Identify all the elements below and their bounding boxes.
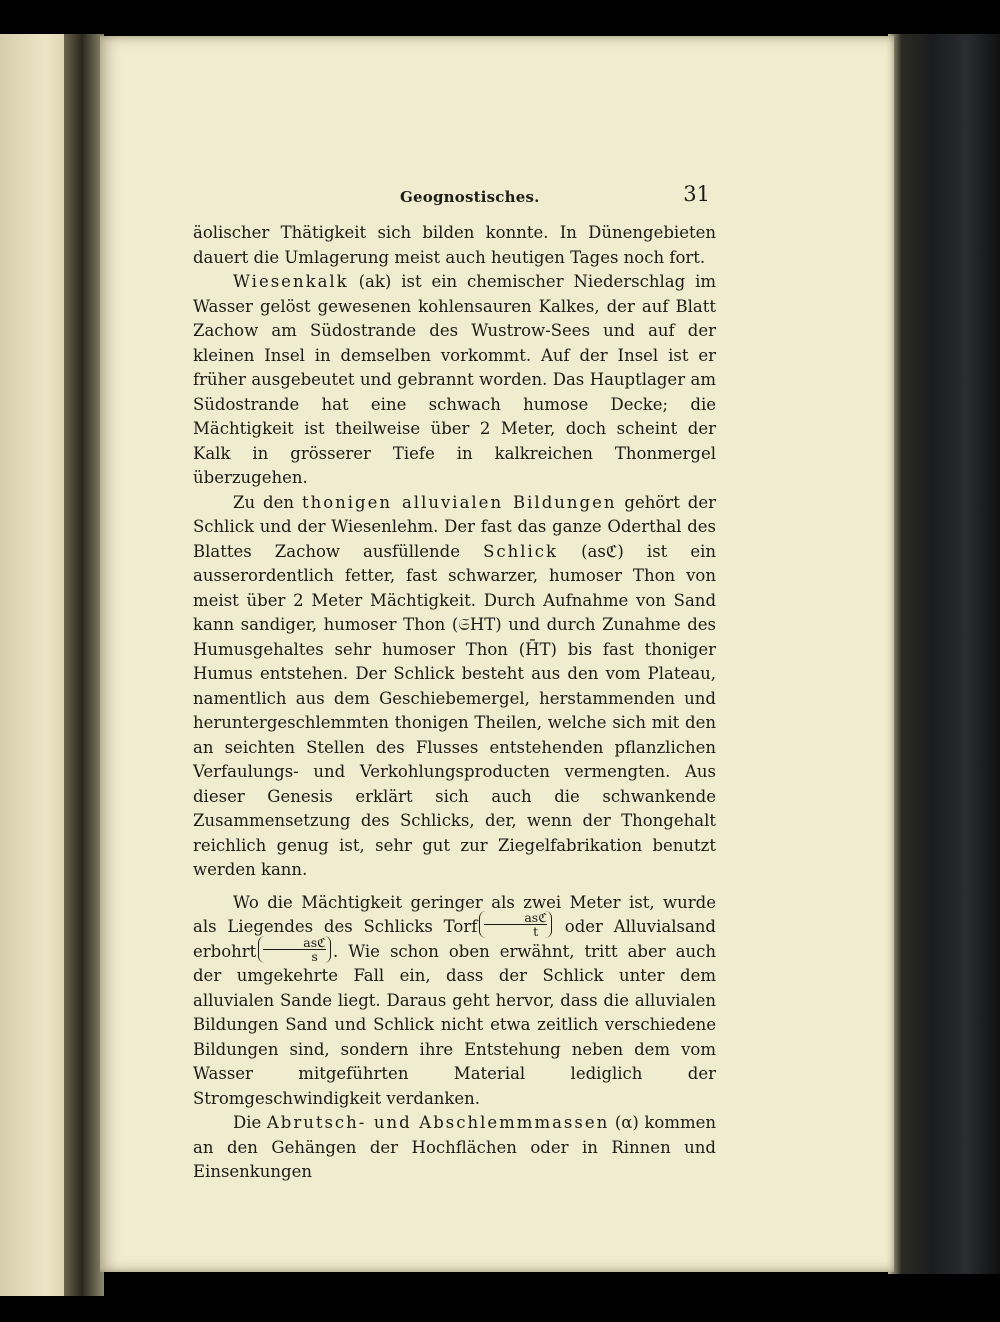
- paragraph-3-mid: gehört der Schlick und der Wiesenlehm. Der fast das ganze Oderthal des Blattes Zachow ausfüllende: [193, 492, 716, 561]
- paragraph-2-text: (ak) ist ein chemischer Niederschlag im Wasser gelöst gewesenen kohlensauren Kalkes, der auf Blatt Zachow am Südostrande des Wustrow-Sees und auf der kleinen Insel in demselben vorkommt. Auf der Insel ist er früher ausgebeutet und gebrannt worden. Das Hauptlager am Südostrande hat eine schwach humose Decke; die Mächtigkeit ist theilweise über 2 Meter, doch scheint der Kalk in grösserer Tiefe in kalkreichen Thonmergel überzugehen.: [193, 272, 716, 487]
- book-gutter: [64, 34, 104, 1296]
- paragraph-4: [193, 891, 716, 1112]
- running-head: Geognostisches.: [400, 188, 540, 206]
- body-text: [193, 221, 716, 1185]
- paragraph-5-text: (α) kommen an den Gehängen der Hochflächen oder in Rinnen und Einsenkungen: [193, 1113, 717, 1181]
- term-wiesenkalk: Wiesenkalk: [233, 272, 349, 291]
- fraction-sand-numerator: asℭ: [263, 936, 326, 950]
- paragraph-5-lead: Die: [233, 1113, 262, 1132]
- paragraph-1: äolischer Thätigkeit sich bilden konnte. In Dünengebieten dauert die Umlagerung meist auch heutigen Tages noch fort.: [193, 223, 716, 267]
- term-thonige-bildungen: thonigen alluvialen Bildungen: [301, 492, 617, 512]
- fraction-torf: [479, 911, 552, 938]
- paragraph-4-a: Wo die Mächtigkeit geringer als zwei Meter ist, wurde als Liegendes des Schlicks Torf: [193, 892, 716, 936]
- paragraph-2: [193, 270, 716, 491]
- paragraph-5: [193, 1111, 716, 1185]
- paragraph-3: [193, 491, 716, 883]
- fraction-sand: [258, 936, 331, 963]
- paragraph-4-b: oder Alluvialsand erbohrt: [193, 917, 716, 961]
- fraction-torf-numerator: asℭ: [484, 911, 547, 925]
- fraction-sand-denominator: s: [311, 948, 318, 964]
- paragraph-3-lead: Zu den: [233, 492, 294, 512]
- fraction-torf-denominator: t: [533, 924, 539, 939]
- paragraph-3-text: (asℭ) ist ein ausserordentlich fetter, fast schwarzer, humoser Thon von meist über 2 Meter Mächtigkeit. Durch Aufnahme von Sand kann sandiger, humoser Thon (𝔖HT) und durch Zunahme des Humusgehaltes sehr humoser Thon (H̄T) bis fast thoniger Humus entstehen. Der Schlick besteht aus den vom Plateau, namentlich aus dem Geschiebemergel, herstammenden und heruntergeschlemmten thonigen Theilen, welche sich mit den an seichten Stellen des Flusses entstehenden pflanzlichen Verfaulungs- und Verkohlungsproducten vermengten. Aus dieser Genesis erklärt sich auch die schwankende Zusammensetzung des Schlicks, der, wenn der Thongehalt reichlich genug ist, sehr gut zur Ziegelfabrikation benutzt werden kann.: [193, 541, 717, 879]
- page-header: [400, 182, 716, 212]
- paragraph-4-c: . Wie schon oben erwähnt, tritt aber auch der umgekehrte Fall ein, dass der Schlick unter dem alluvialen Sande liegt. Daraus geht hervor, dass die alluvialen Bildungen Sand und Schlick nicht etwa zeitlich verschiedene Bildungen sind, sondern ihre Entstehung neben dem vom Wasser mitgeführten Material lediglich der Stromgeschwindigkeit verdanken.: [193, 941, 716, 1108]
- term-abrutschmassen: Abrutsch- und Abschlemmmassen: [266, 1113, 610, 1132]
- term-schlick: Schlick: [483, 541, 559, 561]
- book-cover-edge: [888, 34, 1000, 1274]
- page-number: 31: [683, 182, 710, 206]
